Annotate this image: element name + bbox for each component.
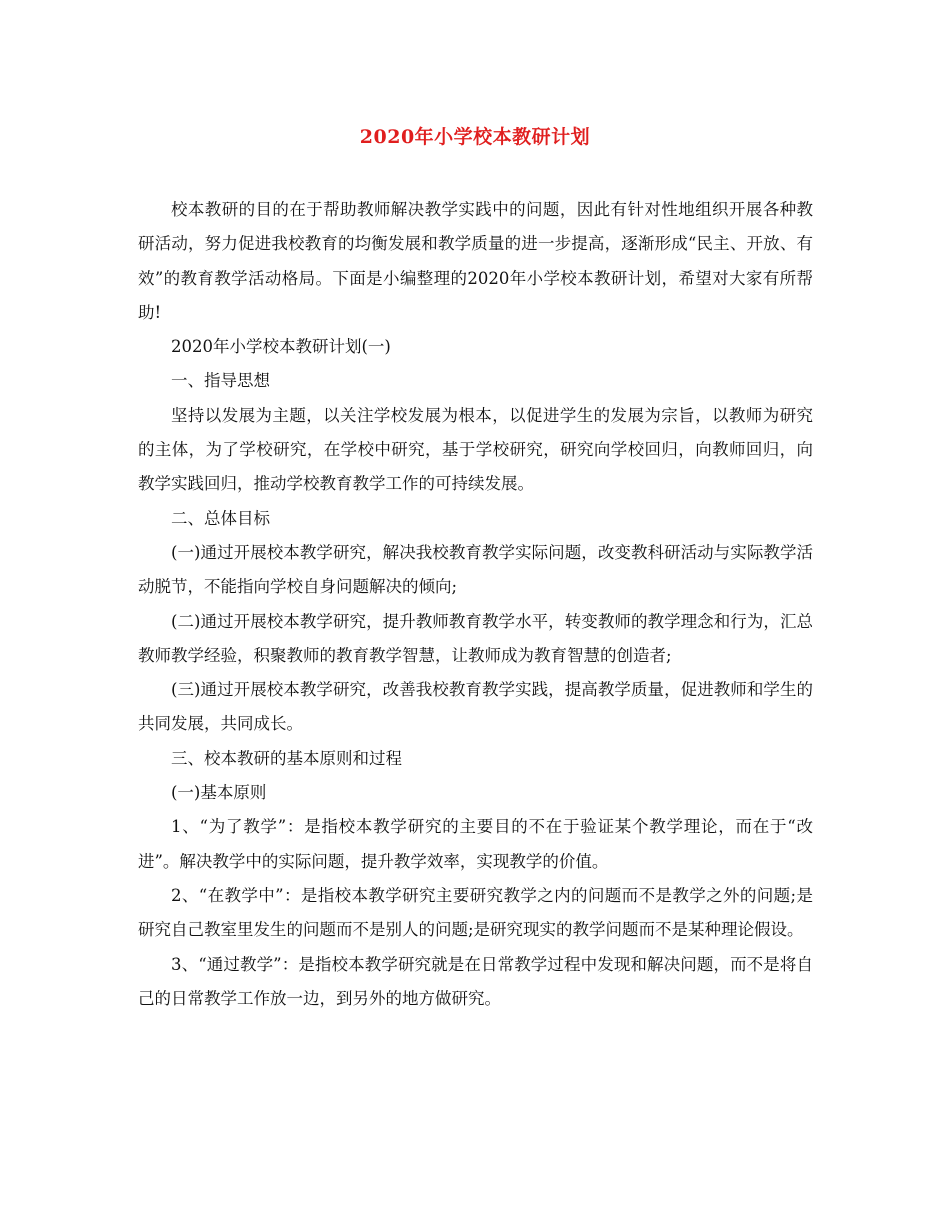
goal-item-3: (三)通过开展校本教学研究，改善我校教育教学实践，提高教学质量，促进教师和学生的共同发展，共同成长。	[138, 680, 813, 734]
section-heading-guiding-ideology: 一、指导思想	[171, 371, 270, 391]
document-title: 2020年小学校本教研计划	[359, 126, 591, 148]
paragraph-guiding-ideology: 坚持以发展为主题，以关注学校发展为根本，以促进学生的发展为宗旨，以教师为研究的主体，为了学校研究，在学校中研究，基于学校研究，研究向学校回归，向教师回归，向教学实践回归，推动学校教育教学工作的可持续发展。	[138, 405, 813, 494]
goal-item-2: (二)通过开展校本教学研究，提升教师教育教学水平，转变教师的教学理念和行为，汇总教师教学经验，积聚教师的教育教学智慧，让教师成为教育智慧的创造者;	[138, 611, 813, 665]
subsection-heading-basic-principles: (一)基本原则	[171, 783, 267, 803]
principle-item-1: 1、“为了教学”：是指校本教学研究的主要目的不在于验证某个教学理论，而在于“改进”。解决教学中的实际问题，提升教学效率，实现教学的价值。	[138, 817, 813, 871]
document-body	[138, 193, 813, 1016]
section-heading-principles-process: 三、校本教研的基本原则和过程	[171, 748, 402, 768]
principle-item-2: 2、“在教学中”：是指校本教学研究主要研究教学之内的问题而不是教学之外的问题;是研究自己教室里发生的问题而不是别人的问题;是研究现实的教学问题而不是某种理论假设。	[138, 885, 813, 940]
intro-paragraph: 校本教研的目的在于帮助教师解决教学实践中的问题，因此有针对性地组织开展各种教研活动，努力促进我校教育的均衡发展和教学质量的进一步提高，逐渐形成“民主、开放、有效”的教育教学活动格局。下面是小编整理的2020年小学校本教研计划，希望对大家有所帮助!	[138, 200, 813, 322]
goal-item-1: (一)通过开展校本教学研究，解决我校教育教学实际问题，改变教科研活动与实际教学活动脱节，不能指向学校自身问题解决的倾向;	[138, 542, 813, 597]
principle-item-3: 3、“通过教学”：是指校本教学研究就是在日常教学过程中发现和解决问题，而不是将自己的日常教学工作放一边，到另外的地方做研究。	[138, 954, 813, 1008]
plan-subtitle: 2020年小学校本教研计划(一)	[171, 337, 391, 357]
section-heading-overall-goals: 二、总体目标	[171, 508, 270, 528]
